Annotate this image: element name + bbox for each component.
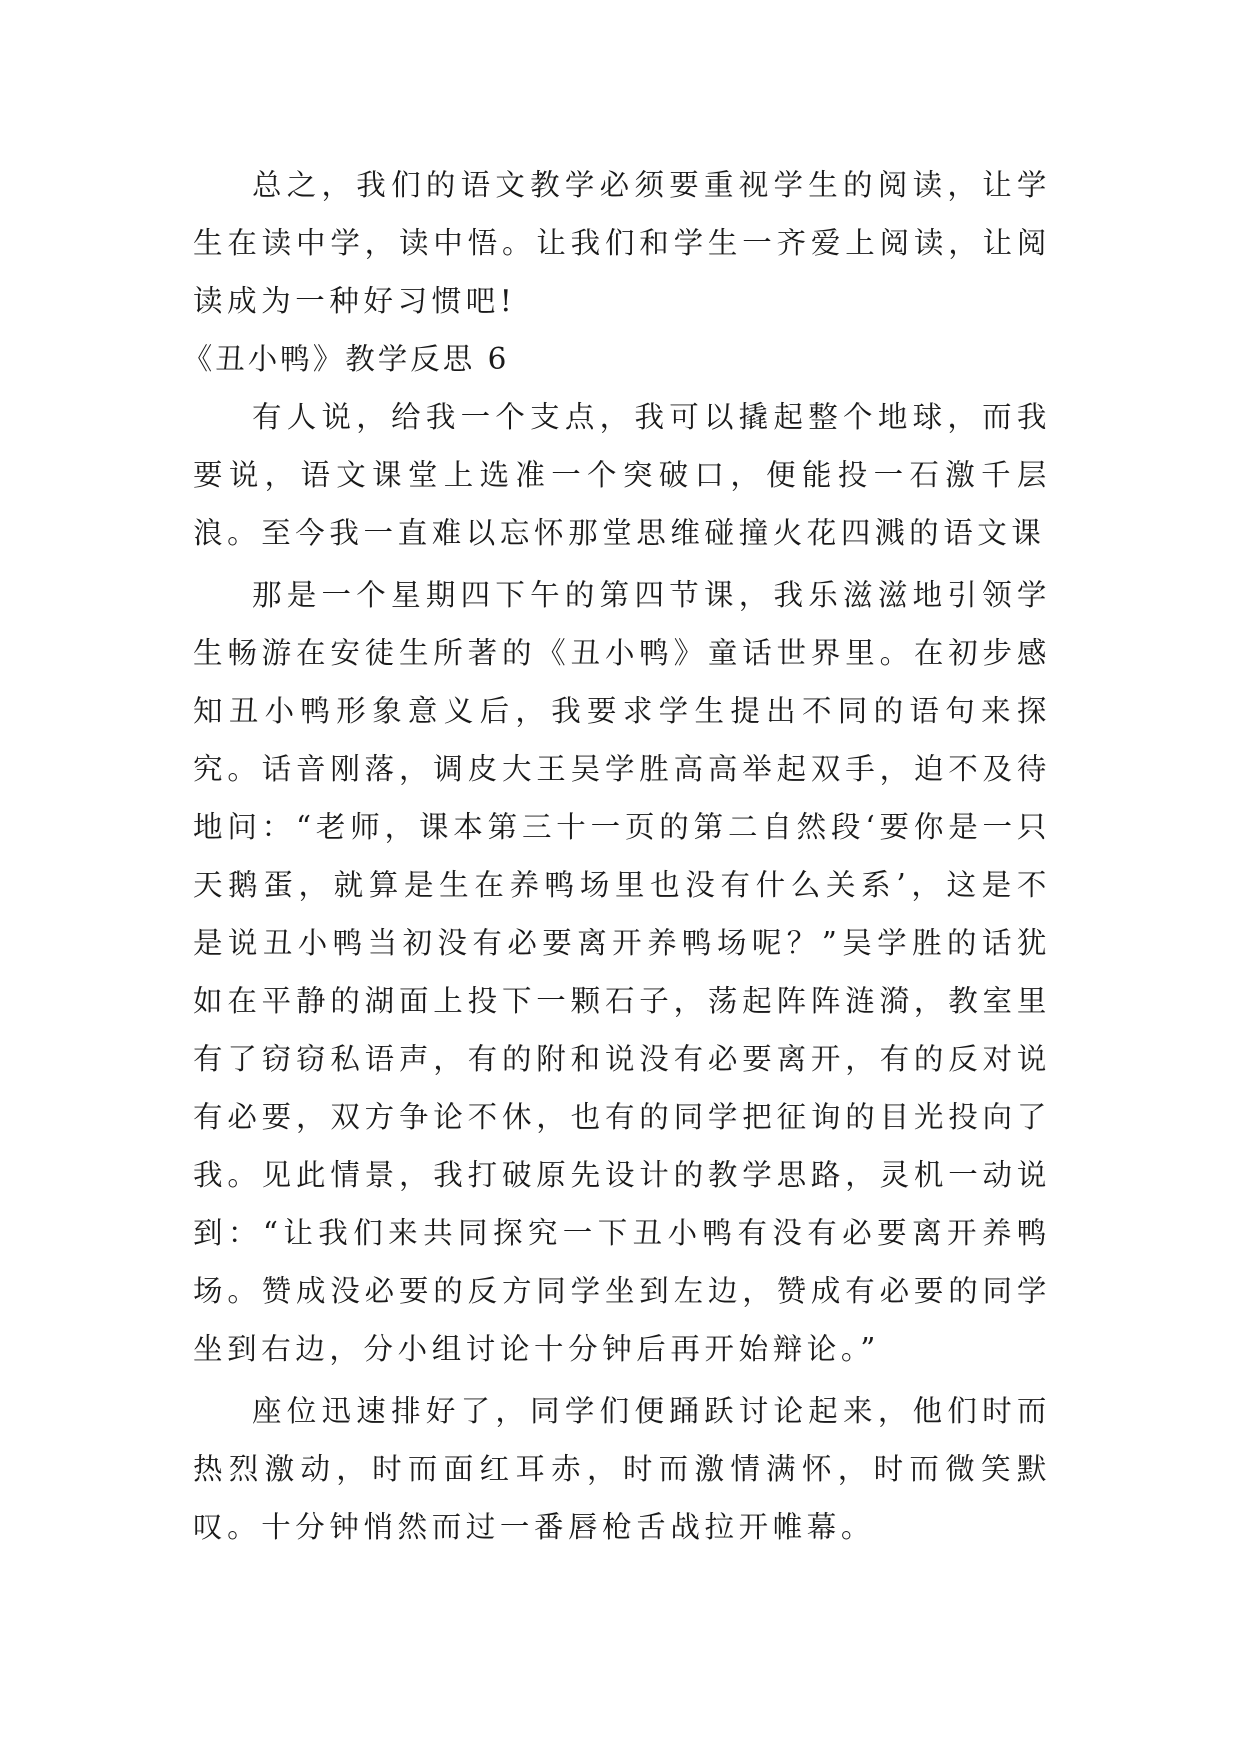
paragraph-intro: 有人说，给我一个支点，我可以撬起整个地球，而我要说，语文课堂上选准一个突破口，便能投一石激千层浪。至今我一直难以忘怀那堂思维碰撞火花四溅的语文课 <box>193 400 1051 550</box>
section-heading: 《丑小鸭》教学反思 6 <box>182 342 510 376</box>
paragraph-story: 那是一个星期四下午的第四节课，我乐滋滋地引领学生畅游在安徒生所著的《丑小鸭》童话世界里。在初步感知丑小鸭形象意义后，我要求学生提出不同的语句来探究。话音刚落，调皮大王吴学胜高高举起双手，迫不及待地问：“老师，课本第三十一页的第二自然段‘要你是一只天鹅蛋，就算是生在养鸭场里也没有什么关系’，这是不是说丑小鸭当初没有必要离开养鸭场呢？”吴学胜的话犹如在平静的湖面上投下一颗石子，荡起阵阵涟漪，教室里有了窃窃私语声，有的附和说没有必要离开，有的反对说有必要，双方争论不休，也有的同学把征询的目光投向了我。见此情景，我打破原先设计的教学思路，灵机一动说到：“让我们来共同探究一下丑小鸭有没有必要离开养鸭场。赞成没必要的反方同学坐到左边，赞成有必要的同学坐到右边，分小组讨论十分钟后再开始辩论。” <box>193 578 1051 1366</box>
paragraph-debate: 座位迅速排好了，同学们便踊跃讨论起来，他们时而热烈激动，时而面红耳赤，时而激情满怀，时而微笑默叹。十分钟悄然而过一番唇枪舌战拉开帷幕。 <box>193 1394 1051 1544</box>
document-page <box>182 156 1051 1556</box>
paragraph-conclusion: 总之，我们的语文教学必须要重视学生的阅读，让学生在读中学，读中悟。让我们和学生一齐爱上阅读，让阅读成为一种好习惯吧! <box>193 168 1051 318</box>
